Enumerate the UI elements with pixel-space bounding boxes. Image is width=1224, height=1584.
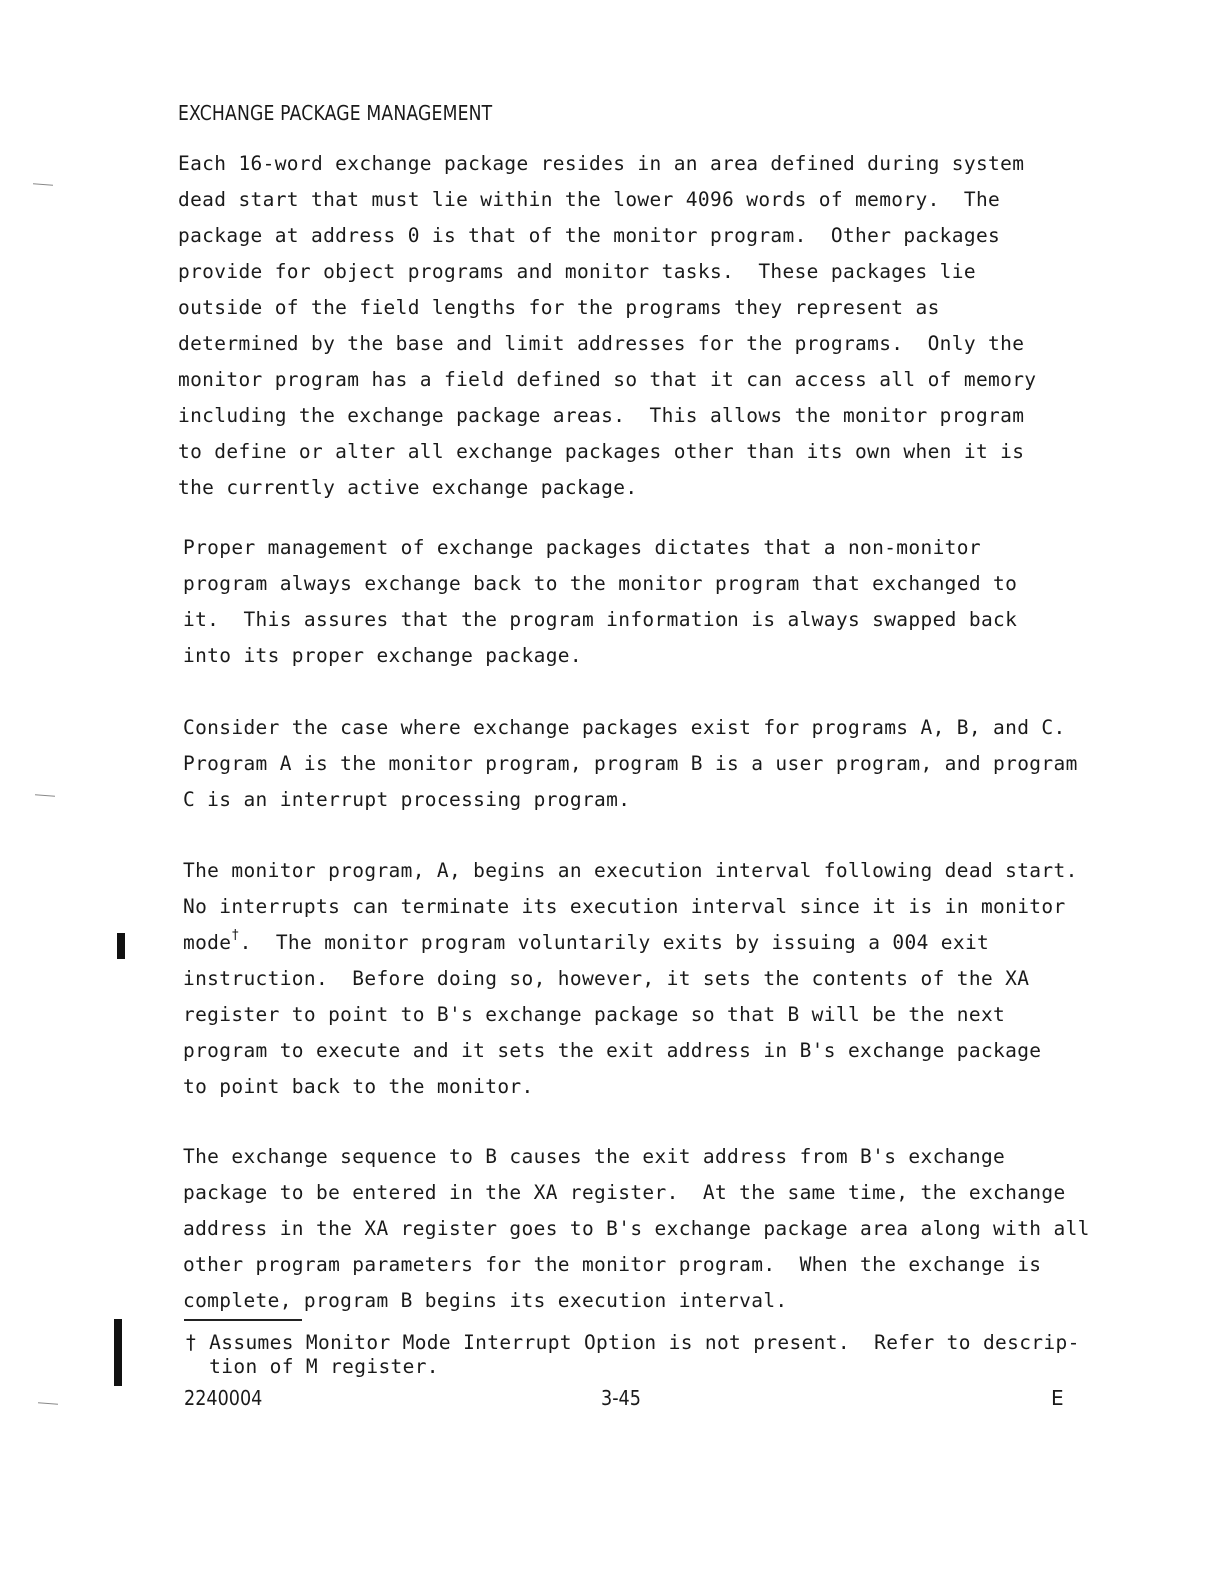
paragraph-1 [178,146,1036,506]
change-bar [117,933,125,959]
text-line: provide for object programs and monitor tasks. These packages lie [178,260,976,283]
footnote-divider [184,1319,302,1321]
document-number: 2240004 [184,1386,263,1410]
paragraph-5 [183,1139,1090,1319]
binder-hole-mark [38,1402,58,1404]
text-line: Proper management of exchange packages dictates that a non-monitor [183,536,981,559]
text-line: package to be entered in the XA register. At the same time, the exchange [183,1181,1066,1204]
text-line: package at address 0 is that of the monitor program. Other packages [178,224,1001,247]
text-line: it. This assures that the program information is always swapped back [183,608,1018,631]
text-fragment: . The monitor program voluntarily exits by issuing a 004 exit [239,931,990,954]
text-line: address in the XA register goes to B's exchange package area along with all [183,1217,1090,1240]
paragraph-2 [183,530,1017,674]
text-line: program always exchange back to the monitor program that exchanged to [183,572,1018,595]
binder-hole-mark [35,794,55,796]
page-number: 3-45 [601,1386,641,1410]
text-line: other program parameters for the monitor program. When the exchange is [183,1253,1042,1276]
text-line: Each 16-word exchange package resides in an area defined during system [178,152,1025,175]
text-line: C is an interrupt processing program. [183,788,631,811]
footnote-line: tion of M register. [185,1355,439,1378]
text-line-with-footnote [183,925,1078,961]
text-line: into its proper exchange package. [183,644,582,667]
text-fragment: mode [183,931,232,954]
text-line: determined by the base and limit addresses for the programs. Only the [178,332,1025,355]
text-line: No interrupts can terminate its execution interval since it is in monitor [183,895,1066,918]
binder-hole-mark [33,183,53,185]
text-line: to point back to the monitor. [183,1075,534,1098]
revision-letter: E [1051,1386,1064,1410]
text-line: the currently active exchange package. [178,476,638,499]
text-line: register to point to B's exchange package so that B will be the next [183,1003,1006,1026]
text-line: outside of the field lengths for the programs they represent as [178,296,940,319]
footnote-line: † Assumes Monitor Mode Interrupt Option is not present. Refer to descrip- [185,1331,1080,1354]
paragraph-4 [183,853,1078,1105]
text-line: The exchange sequence to B causes the exit address from B's exchange [183,1145,1006,1168]
text-line: including the exchange package areas. This allows the monitor program [178,404,1025,427]
text-line: monitor program has a field defined so that it can access all of memory [178,368,1037,391]
text-line: instruction. Before doing so, however, it sets the contents of the XA [183,967,1030,990]
change-bar [114,1319,122,1386]
section-heading: EXCHANGE PACKAGE MANAGEMENT [178,101,493,125]
text-line: to define or alter all exchange packages other than its own when it is [178,440,1025,463]
text-line: dead start that must lie within the lower 4096 words of memory. The [178,188,1001,211]
text-line: complete, program B begins its execution interval. [183,1289,788,1312]
text-line: The monitor program, A, begins an execution interval following dead start. [183,859,1078,882]
text-line: Consider the case where exchange packages exist for programs A, B, and C. [183,716,1066,739]
text-line: program to execute and it sets the exit address in B's exchange package [183,1039,1042,1062]
text-line: Program A is the monitor program, program B is a user program, and program [183,752,1078,775]
footnote-marker: † [231,928,240,943]
footnote [185,1331,1080,1379]
paragraph-3 [183,710,1078,818]
